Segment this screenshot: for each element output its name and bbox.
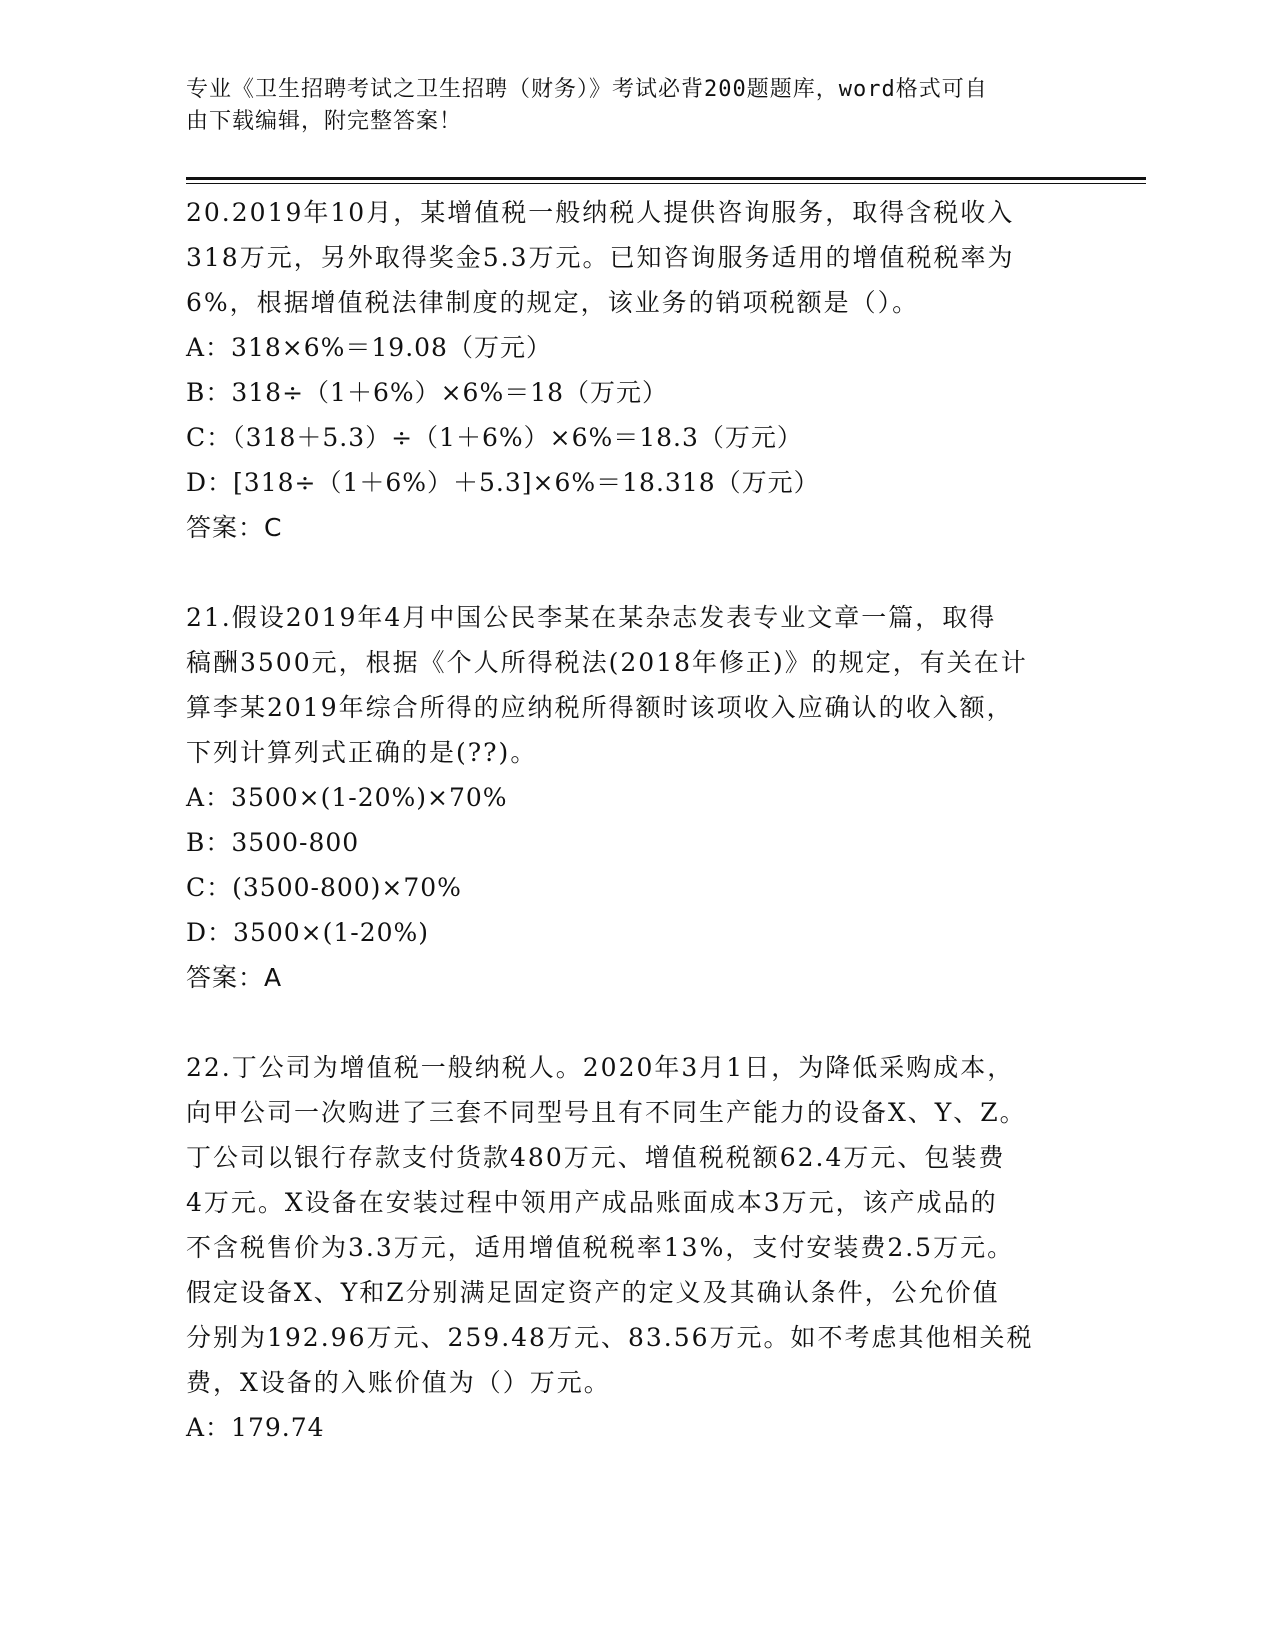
stem-line: 丁公司以银行存款支付货款480万元、增值税税额62.4万元、包装费	[186, 1143, 1006, 1172]
question-stem	[186, 190, 1086, 325]
stem-line: 向甲公司一次购进了三套不同型号且有不同生产能力的设备X、Y、Z。	[186, 1098, 1027, 1127]
option-c: C：（318＋5.3）÷（1＋6%）×6%＝18.3（万元）	[186, 423, 803, 452]
document-header	[186, 74, 1066, 138]
stem-line: 22.丁公司为增值税一般纳税人。2020年3月1日，为降低采购成本，	[186, 1053, 1015, 1082]
answer-line: 答案：C	[186, 513, 283, 542]
option-a: A：3500×(1-20%)×70%	[186, 783, 508, 812]
question-gap	[186, 1000, 1086, 1045]
stem-line: 费，X设备的入账价值为（）万元。	[186, 1368, 611, 1397]
question-gap	[186, 550, 1086, 595]
question-list	[186, 190, 1086, 1450]
stem-line: 不含税售价为3.3万元，适用增值税税率13%，支付安装费2.5万元。	[186, 1233, 1015, 1262]
header-divider-thick	[186, 177, 1146, 180]
header-line-2: 由下载编辑，附完整答案！	[186, 109, 463, 134]
option-a: A：179.74	[186, 1413, 325, 1442]
question-22	[186, 1045, 1086, 1450]
question-stem	[186, 1045, 1086, 1405]
option-d: D：3500×(1-20%)	[186, 918, 430, 947]
stem-line: 6%，根据增值税法律制度的规定，该业务的销项税额是（）。	[186, 288, 920, 317]
header-divider-thin	[186, 183, 1146, 184]
stem-line: 分别为192.96万元、259.48万元、83.56万元。如不考虑其他相关税	[186, 1323, 1034, 1352]
stem-line: 下列计算列式正确的是(??)。	[186, 738, 538, 767]
answer-line: 答案：A	[186, 963, 283, 992]
option-d: D：[318÷（1＋6%）＋5.3]×6%＝18.318（万元）	[186, 468, 820, 497]
option-b: B：3500-800	[186, 828, 360, 857]
question-stem	[186, 595, 1086, 775]
stem-line: 4万元。X设备在安装过程中领用产成品账面成本3万元，该产成品的	[186, 1188, 998, 1217]
stem-line: 20.2019年10月，某增值税一般纳税人提供咨询服务，取得含税收入	[186, 198, 1015, 227]
stem-line: 318万元，另外取得奖金5.3万元。已知咨询服务适用的增值税税率为	[186, 243, 1015, 272]
stem-line: 算李某2019年综合所得的应纳税所得额时该项收入应确认的收入额，	[186, 693, 1014, 722]
option-b: B：318÷（1＋6%）×6%＝18（万元）	[186, 378, 669, 407]
stem-line: 假定设备X、Y和Z分别满足固定资产的定义及其确认条件，公允价值	[186, 1278, 1000, 1307]
stem-line: 稿酬3500元，根据《个人所得税法(2018年修正)》的规定，有关在计	[186, 648, 1028, 677]
question-21	[186, 595, 1086, 1000]
option-a: A：318×6%＝19.08（万元）	[186, 333, 552, 362]
option-c: C：(3500-800)×70%	[186, 873, 462, 902]
stem-line: 21.假设2019年4月中国公民李某在某杂志发表专业文章一篇，取得	[186, 603, 997, 632]
question-20	[186, 190, 1086, 550]
header-line-1: 专业《卫生招聘考试之卫生招聘（财务）》考试必背200题题库，word格式可自	[186, 77, 988, 102]
